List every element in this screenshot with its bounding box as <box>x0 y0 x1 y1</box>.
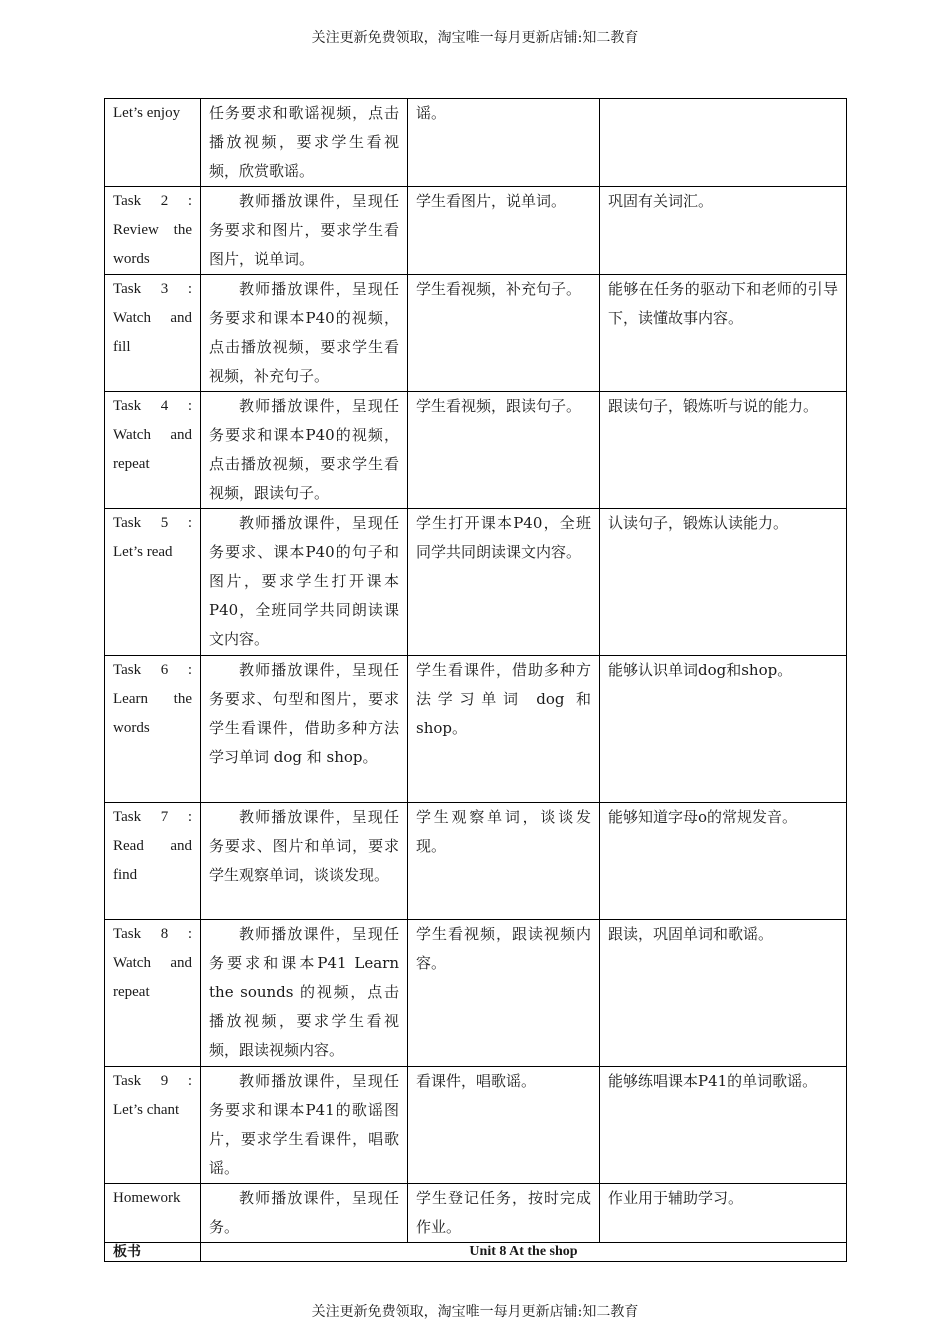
task-cell: Homework <box>105 1184 201 1243</box>
student-activity-cell: 学生看课件，借助多种方法学习单词 dog 和 shop。 <box>408 656 600 803</box>
task-cell: Task 5 : Let’s read <box>105 509 201 656</box>
teacher-activity-cell: 教师播放课件，呈现任务要求和课本P40的视频，点击播放视频，要求学生看视频，补充句子。 <box>201 275 408 392</box>
task-cell: Let’s enjoy <box>105 99 201 187</box>
teacher-activity-cell: 教师播放课件，呈现任务要求和课本P41的歌谣图片，要求学生看课件，唱歌谣。 <box>201 1067 408 1184</box>
teacher-activity-cell: 教师播放课件，呈现任务要求、句型和图片，要求学生看课件，借助多种方法学习单词 dog 和 shop。 <box>201 656 408 803</box>
table-row <box>105 1184 847 1243</box>
table-row <box>105 392 847 509</box>
teacher-activity-cell: 任务要求和歌谣视频，点击播放视频，要求学生看视频，欣赏歌谣。 <box>201 99 408 187</box>
table-row <box>105 803 847 920</box>
table-row <box>105 99 847 187</box>
teacher-activity-cell: 教师播放课件，呈现任务要求和课本P41 Learn the sounds 的视频，点击播放视频，要求学生看视频，跟读视频内容。 <box>201 920 408 1067</box>
student-activity-cell: 谣。 <box>408 99 600 187</box>
purpose-cell: 作业用于辅助学习。 <box>600 1184 847 1243</box>
task-cell: Task 9 : Let’s chant <box>105 1067 201 1184</box>
purpose-cell: 巩固有关词汇。 <box>600 187 847 275</box>
task-cell: Task 4 : Watch and repeat <box>105 392 201 509</box>
student-activity-cell: 学生看图片，说单词。 <box>408 187 600 275</box>
table-row <box>105 656 847 803</box>
teacher-activity-cell: 教师播放课件，呈现任务。 <box>201 1184 408 1243</box>
table-row <box>105 275 847 392</box>
purpose-cell: 认读句子，锻炼认读能力。 <box>600 509 847 656</box>
page-footer: 关注更新免费领取，淘宝唯一每月更新店铺:知二教育 <box>311 1304 639 1320</box>
task-cell: Task 2 : Review the words <box>105 187 201 275</box>
board-title: Unit 8 At the shop <box>201 1243 847 1262</box>
teacher-activity-cell: 教师播放课件，呈现任务要求和图片，要求学生看图片，说单词。 <box>201 187 408 275</box>
table-row <box>105 920 847 1067</box>
task-cell: Task 6 : Learn the words <box>105 656 201 803</box>
table-row <box>105 1067 847 1184</box>
task-cell: Task 8 : Watch and repeat <box>105 920 201 1067</box>
board-label: 板书 <box>105 1243 201 1262</box>
board-row <box>105 1243 847 1262</box>
purpose-cell: 能够练唱课本P41的单词歌谣。 <box>600 1067 847 1184</box>
student-activity-cell: 学生登记任务，按时完成作业。 <box>408 1184 600 1243</box>
purpose-cell: 能够知道字母o的常规发音。 <box>600 803 847 920</box>
teacher-activity-cell: 教师播放课件，呈现任务要求和课本P40的视频，点击播放视频，要求学生看视频，跟读句子。 <box>201 392 408 509</box>
student-activity-cell: 学生看视频，跟读视频内容。 <box>408 920 600 1067</box>
student-activity-cell: 看课件，唱歌谣。 <box>408 1067 600 1184</box>
student-activity-cell: 学生看视频，补充句子。 <box>408 275 600 392</box>
task-cell: Task 7 : Read and find <box>105 803 201 920</box>
student-activity-cell: 学生打开课本P40，全班同学共同朗读课文内容。 <box>408 509 600 656</box>
lesson-plan-table <box>104 98 847 1262</box>
page-header: 关注更新免费领取，淘宝唯一每月更新店铺:知二教育 <box>311 30 639 46</box>
student-activity-cell: 学生看视频，跟读句子。 <box>408 392 600 509</box>
purpose-cell <box>600 99 847 187</box>
table-row <box>105 187 847 275</box>
purpose-cell: 跟读，巩固单词和歌谣。 <box>600 920 847 1067</box>
purpose-cell: 跟读句子，锻炼听与说的能力。 <box>600 392 847 509</box>
purpose-cell: 能够认识单词dog和shop。 <box>600 656 847 803</box>
student-activity-cell: 学生观察单词，谈谈发现。 <box>408 803 600 920</box>
task-cell: Task 3 : Watch and fill <box>105 275 201 392</box>
table-row <box>105 509 847 656</box>
teacher-activity-cell: 教师播放课件，呈现任务要求、图片和单词，要求学生观察单词，谈谈发现。 <box>201 803 408 920</box>
purpose-cell: 能够在任务的驱动下和老师的引导下，读懂故事内容。 <box>600 275 847 392</box>
teacher-activity-cell: 教师播放课件，呈现任务要求、课本P40的句子和图片，要求学生打开课本P40，全班同学共同朗读课文内容。 <box>201 509 408 656</box>
